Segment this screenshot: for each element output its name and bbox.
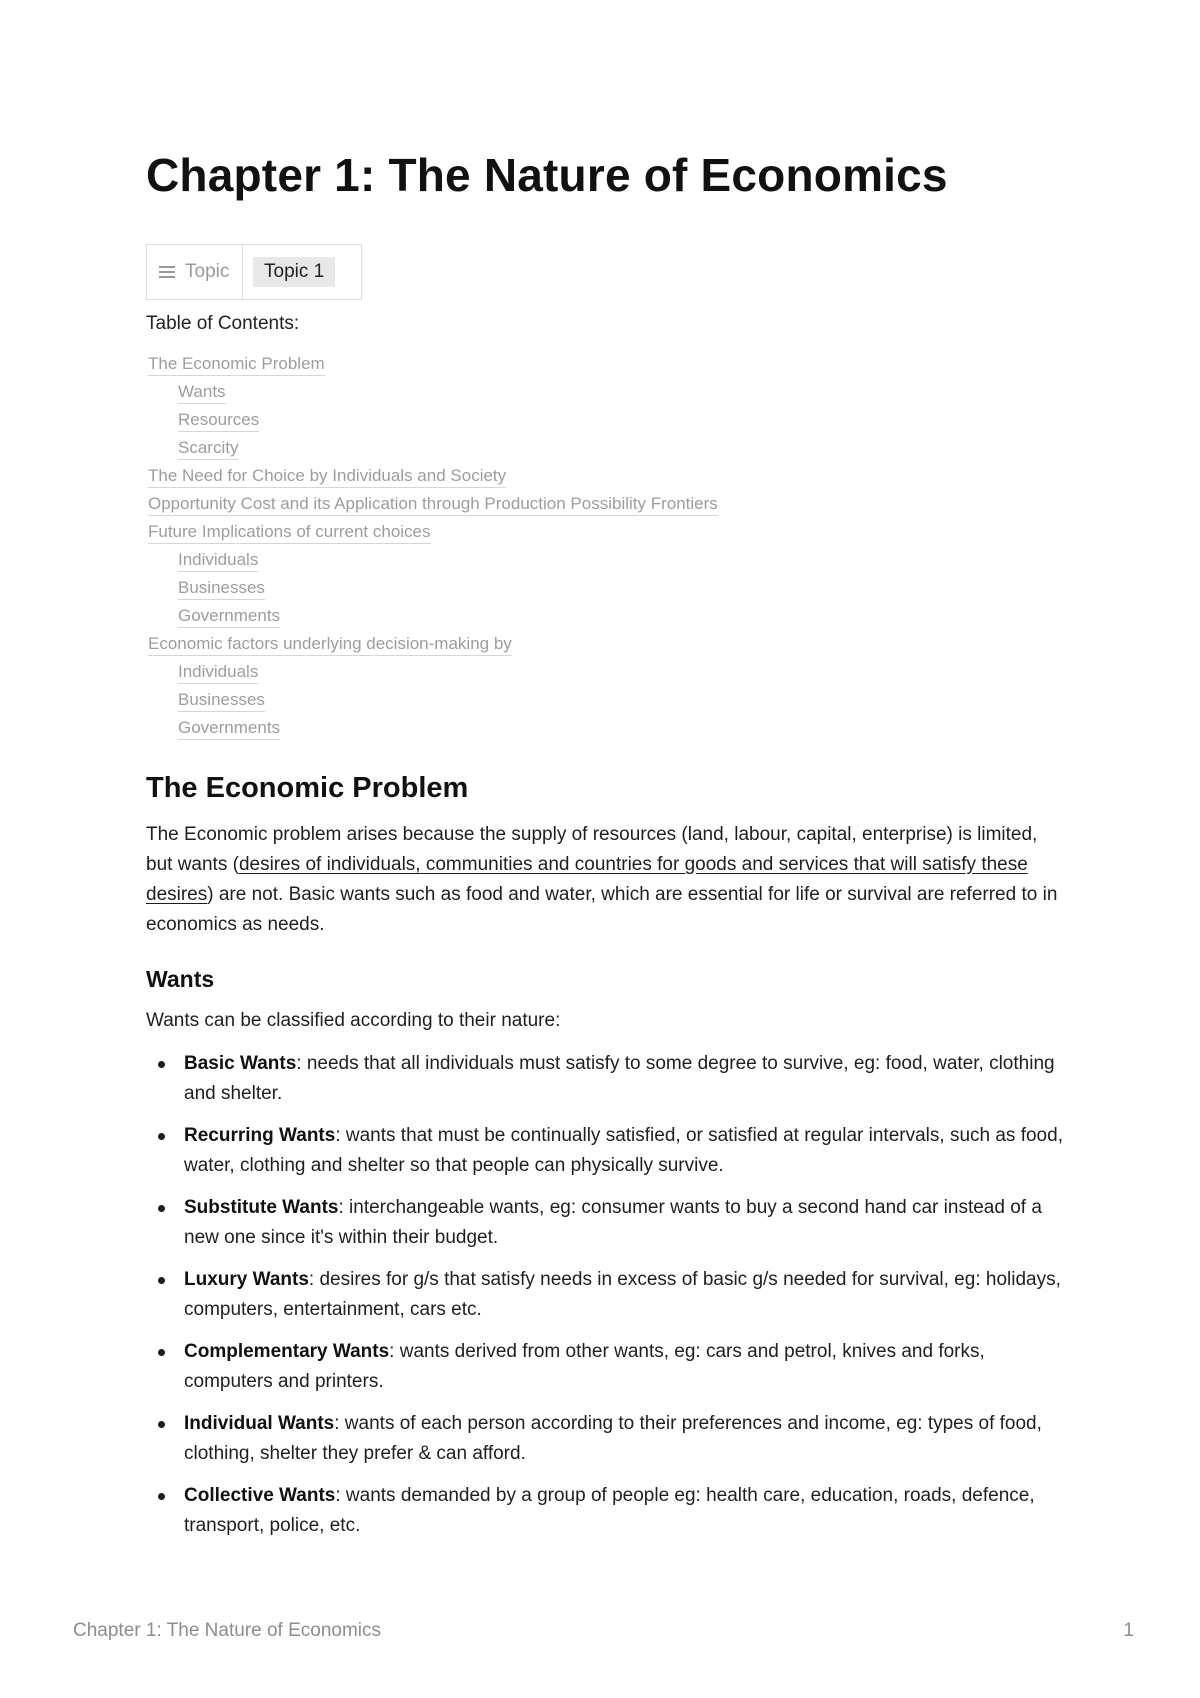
property-key-label: Topic [185, 261, 230, 282]
topic-tag[interactable]: Topic 1 [253, 257, 335, 287]
bullet-icon [158, 1205, 165, 1212]
list-icon [159, 263, 175, 281]
wants-list [146, 1049, 1066, 1553]
underlined-definition: desires of individuals, communities and countries for goods and services that will satisfy these desires [146, 854, 1028, 905]
toc-link[interactable]: The Economic Problem [148, 352, 718, 380]
bullet-icon [158, 1421, 165, 1428]
bullet-icon [158, 1061, 165, 1068]
toc-link[interactable]: Individuals [148, 548, 718, 576]
toc-link[interactable]: Scarcity [148, 436, 718, 464]
bullet-icon [158, 1277, 165, 1284]
economic-problem-paragraph: The Economic problem arises because the supply of resources (land, labour, capital, enterprise) is limited, but wants (desires of individuals, communities and countries for goods and services that will satisfy these desires) are not. Basic wants such as food and water, which are essential for life or survival are referred to in economics as needs. [146, 824, 1058, 935]
bullet-icon [158, 1493, 165, 1500]
toc-link[interactable]: Opportunity Cost and its Application through Production Possibility Frontiers [148, 492, 718, 520]
list-item: Individual Wants: wants of each person according to their preferences and income, eg: types of food, clothing, shelter they prefer & can afford. [146, 1409, 1066, 1469]
list-item: Luxury Wants: desires for g/s that satisfy needs in excess of basic g/s needed for survival, eg: holidays, computers, entertainment, cars etc. [146, 1265, 1066, 1325]
toc-link[interactable]: Governments [148, 716, 718, 744]
toc-link[interactable]: Businesses [148, 688, 718, 716]
toc-link[interactable]: Individuals [148, 660, 718, 688]
page-number: 1 [1123, 1620, 1134, 1641]
section-heading-wants: Wants [146, 966, 215, 992]
list-item: Substitute Wants: interchangeable wants, eg: consumer wants to buy a second hand car instead of a new one since it's within their budget. [146, 1193, 1066, 1253]
property-row [146, 244, 362, 300]
wants-intro: Wants can be classified according to their nature: [146, 1010, 561, 1031]
page-title: Chapter 1: The Nature of Economics [146, 149, 948, 201]
table-of-contents [148, 352, 718, 744]
toc-link[interactable]: Resources [148, 408, 718, 436]
toc-link[interactable]: The Need for Choice by Individuals and Society [148, 464, 718, 492]
list-item: Basic Wants: needs that all individuals must satisfy to some degree to survive, eg: food, water, clothing and shelter. [146, 1049, 1066, 1109]
bullet-icon [158, 1133, 165, 1140]
toc-label: Table of Contents: [146, 313, 300, 334]
toc-link[interactable]: Economic factors underlying decision-making by [148, 632, 718, 660]
toc-link[interactable]: Future Implications of current choices [148, 520, 718, 548]
list-item: Complementary Wants: wants derived from other wants, eg: cars and petrol, knives and forks, computers and printers. [146, 1337, 1066, 1397]
property-key [147, 245, 243, 299]
toc-link[interactable]: Wants [148, 380, 718, 408]
footer-title: Chapter 1: The Nature of Economics [73, 1620, 382, 1641]
property-value[interactable] [243, 245, 361, 299]
bullet-icon [158, 1349, 165, 1356]
section-heading-economic-problem: The Economic Problem [146, 772, 469, 804]
list-item: Collective Wants: wants demanded by a group of people eg: health care, education, roads, defence, transport, police, etc. [146, 1481, 1066, 1541]
toc-link[interactable]: Businesses [148, 576, 718, 604]
list-item: Recurring Wants: wants that must be continually satisfied, or satisfied at regular intervals, such as food, water, clothing and shelter so that people can physically survive. [146, 1121, 1066, 1181]
toc-link[interactable]: Governments [148, 604, 718, 632]
